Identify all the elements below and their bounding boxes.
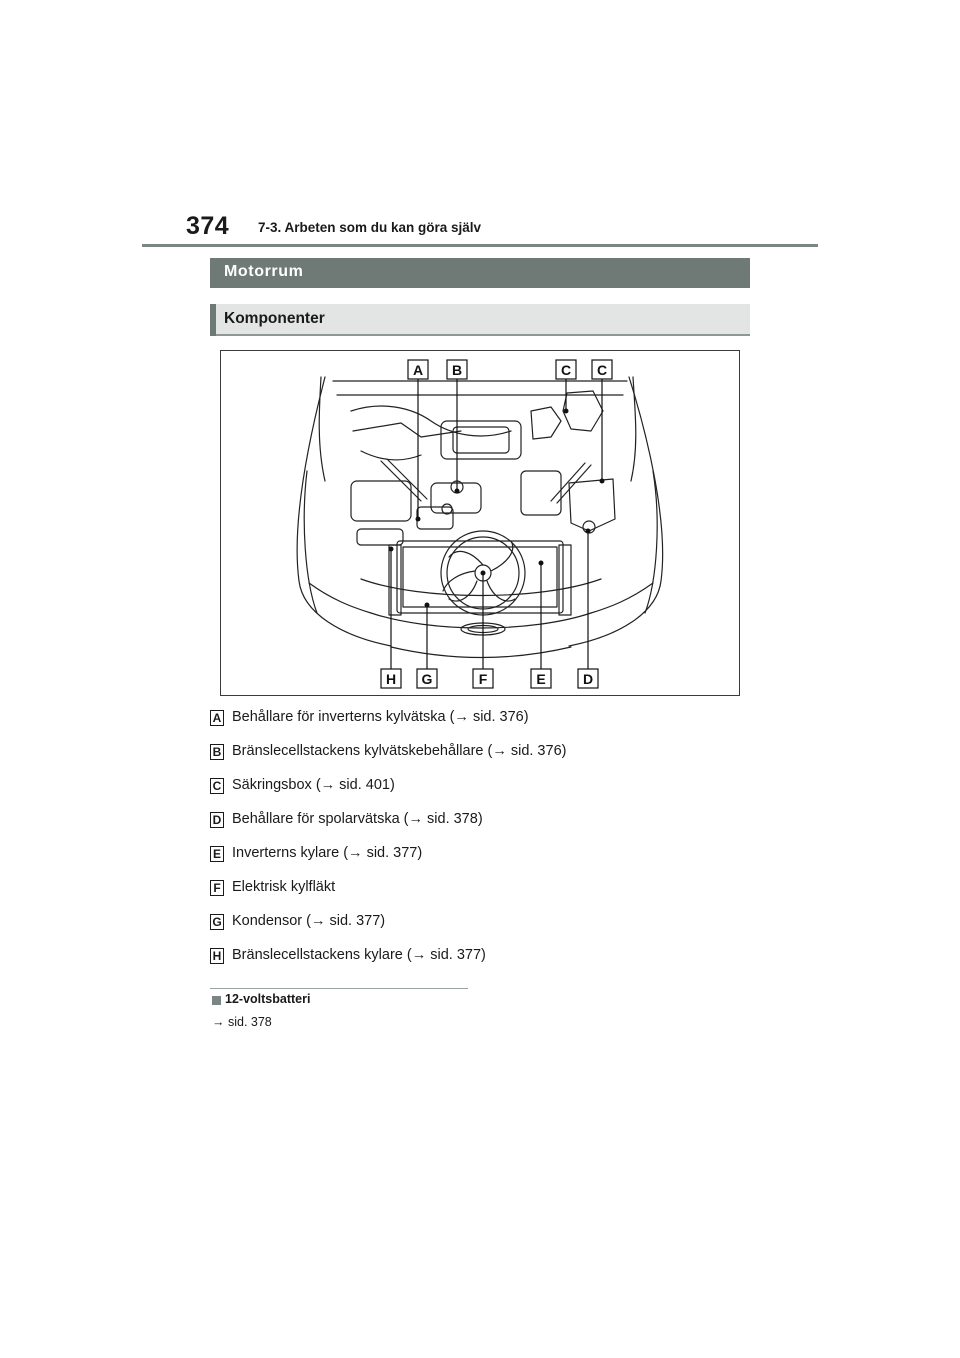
callout-text: Bränslecellstackens kylare (→ sid. 377) (232, 947, 486, 963)
note-title: 12-voltsbatteri (225, 992, 311, 1006)
callout-letter-box: D (210, 812, 224, 828)
page-number: 374 (186, 212, 230, 240)
figure-label-e: E (536, 671, 546, 687)
callout-letter-box: H (210, 948, 224, 964)
figure-label-h: H (385, 671, 397, 687)
note-page-reference: → sid. 378 (212, 1015, 272, 1029)
engine-compartment-illustration (221, 351, 740, 696)
callout-letter-box: E (210, 846, 224, 862)
note-bullet-icon (212, 996, 221, 1005)
callout-text: Elektrisk kylfläkt (232, 879, 336, 895)
figure-label-c-right: C (596, 362, 608, 378)
callout-text: Kondensor (→ sid. 377) (232, 913, 386, 929)
callout-text: Säkringsbox (→ sid. 401) (232, 777, 395, 793)
callout-letter-box: A (210, 710, 224, 726)
section-title-bar (210, 258, 750, 288)
figure-label-g: G (421, 671, 433, 687)
subsection-title-bar (210, 304, 750, 336)
callout-letter-box: G (210, 914, 224, 930)
callout-text: Behållare för inverterns kylvätska (→ sid. 376) (232, 709, 529, 725)
figure-label-b: B (451, 362, 463, 378)
callout-text: Bränslecellstackens kylvätskebehållare (→ sid. 376) (232, 743, 567, 759)
figure-label-f: F (478, 671, 488, 687)
subsection-title: Komponenter (224, 310, 325, 327)
callout-text: Behållare för spolarvätska (→ sid. 378) (232, 811, 483, 827)
subsection-accent (210, 304, 216, 336)
figure-label-c-left: C (560, 362, 572, 378)
callout-letter-box: B (210, 744, 224, 760)
section-title: Motorrum (224, 263, 304, 280)
callout-letter-box: F (210, 880, 224, 896)
running-header: 7-3. Arbeten som du kan göra själv (258, 220, 482, 235)
engine-compartment-figure (220, 350, 740, 696)
figure-label-d: D (582, 671, 594, 687)
notes-divider (210, 988, 468, 989)
figure-label-a: A (412, 362, 424, 378)
callout-letter-box: C (210, 778, 224, 794)
header-rule (142, 244, 818, 247)
callout-text: Inverterns kylare (→ sid. 377) (232, 845, 423, 861)
